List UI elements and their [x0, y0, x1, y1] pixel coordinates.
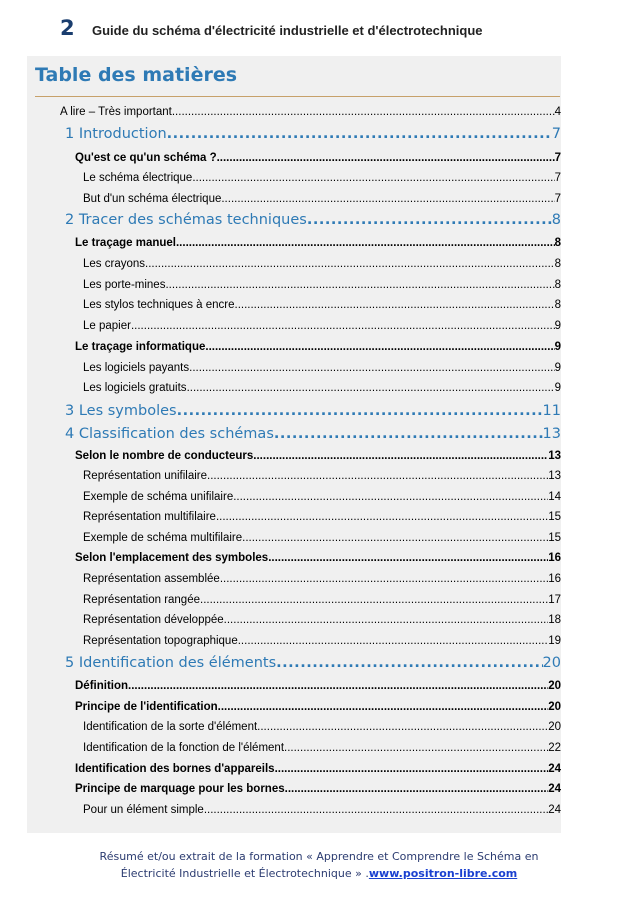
toc-entry-title: Les stylos techniques à encre	[83, 299, 235, 311]
toc-dot-leader	[275, 763, 549, 775]
toc-entry-page: 9	[554, 362, 561, 374]
toc-entry-page: 13	[548, 450, 561, 462]
toc-entry-title: 2 Tracer des schémas techniques	[65, 212, 307, 228]
toc-dot-leader	[145, 258, 555, 270]
toc-entry[interactable]	[83, 614, 561, 632]
toc-chapter-entry[interactable]	[65, 126, 561, 148]
toc-section-entry[interactable]	[75, 783, 561, 801]
toc-entry-page: 17	[548, 594, 561, 606]
toc-dot-leader	[274, 426, 543, 442]
toc-dot-leader	[218, 701, 549, 713]
toc-entry-title: Représentation rangée	[83, 594, 200, 606]
toc-entry-page: 7	[554, 152, 561, 164]
toc-entry-page: 8	[554, 299, 561, 311]
toc-entry-page: 4	[554, 106, 561, 118]
toc-dot-leader	[224, 614, 549, 626]
toc-section-entry[interactable]	[75, 450, 561, 468]
toc-entry-page: 22	[548, 742, 561, 754]
toc-dot-leader	[172, 106, 555, 118]
toc-entry-page: 7	[554, 172, 561, 184]
toc-entry-title: 3 Les symboles	[65, 403, 177, 419]
toc-entry-title: Exemple de schéma unifilaire	[83, 491, 234, 503]
guide-title: Guide du schéma d'électricité industrielle et d'électrotechnique	[92, 23, 483, 38]
footer-line-1: Résumé et/ou extrait de la formation « Apprendre et Comprendre le Schéma en	[99, 850, 539, 863]
toc-heading-bar	[35, 62, 560, 97]
toc-entry-page: 8	[551, 212, 561, 228]
toc-entry-page: 11	[542, 403, 561, 419]
toc-dot-leader	[204, 804, 548, 816]
toc-entry-page: 20	[542, 655, 561, 671]
toc-entry-title: Pour un élément simple	[83, 804, 204, 816]
toc-dot-leader	[221, 193, 554, 205]
toc-section-entry[interactable]	[75, 763, 561, 781]
toc-entry[interactable]	[83, 172, 561, 190]
toc-entry[interactable]	[83, 382, 561, 400]
toc-dot-leader	[233, 491, 548, 503]
toc-entry-title: Les logiciels gratuits	[83, 382, 187, 394]
toc-dot-leader	[192, 172, 554, 184]
toc-entry-page: 24	[548, 804, 561, 816]
toc-entry-page: 20	[548, 680, 561, 692]
toc-entry-title: Représentation assemblée	[83, 573, 220, 585]
toc-entry-title: Les logiciels payants	[83, 362, 190, 374]
toc-entry-page: 18	[548, 614, 561, 626]
toc-entry-page: 13	[542, 426, 561, 442]
toc-entry-title: Représentation unifilaire	[83, 470, 208, 482]
toc-dot-leader	[205, 341, 554, 353]
toc-entry-title: Exemple de schéma multifilaire	[83, 532, 243, 544]
toc-entry-page: 14	[548, 491, 561, 503]
toc-entry-title: Selon le nombre de conducteurs	[75, 450, 254, 462]
toc-entry[interactable]	[83, 491, 561, 509]
toc-entry-page: 20	[548, 721, 561, 733]
toc-entry-page: 8	[554, 258, 561, 270]
toc-dot-leader	[176, 237, 555, 249]
toc-entry-title: Représentation développée	[83, 614, 224, 626]
toc-entry-title: Selon l'emplacement des symboles	[75, 552, 269, 564]
toc-entry-title: But d'un schéma électrique	[83, 193, 222, 205]
toc-dot-leader	[235, 299, 555, 311]
toc-entry-page: 7	[554, 193, 561, 205]
toc-entry[interactable]	[83, 721, 561, 739]
toc-section-entry[interactable]	[75, 552, 561, 570]
toc-entry-title: Le schéma électrique	[83, 172, 193, 184]
toc-entry[interactable]	[83, 511, 561, 529]
toc-dot-leader	[189, 362, 554, 374]
footer-line-2-text: Électricité Industrielle et Électrotechnique » .	[120, 867, 369, 880]
toc-entry[interactable]	[60, 106, 561, 124]
toc-entry-page: 8	[554, 279, 561, 291]
toc-dot-leader	[257, 721, 548, 733]
toc-dot-leader	[285, 783, 549, 795]
toc-entry-title: Identification de la sorte d'élément	[83, 721, 258, 733]
toc-dot-leader	[268, 552, 548, 564]
toc-entry[interactable]	[83, 804, 561, 822]
toc-dot-leader	[187, 382, 555, 394]
toc-dot-leader	[131, 320, 555, 332]
toc-section-entry[interactable]	[75, 237, 561, 255]
toc-dot-leader	[276, 655, 542, 671]
toc-entry[interactable]	[83, 470, 561, 488]
toc-entry-page: 24	[548, 783, 561, 795]
toc-section-entry[interactable]	[75, 680, 561, 698]
toc-entry[interactable]	[83, 532, 561, 550]
page-header	[0, 0, 638, 52]
page-number: 2	[60, 16, 75, 40]
toc-section-entry[interactable]	[75, 341, 561, 359]
toc-dot-leader	[307, 212, 552, 228]
toc-entry-title: Le papier	[83, 320, 131, 332]
toc-dot-leader	[128, 680, 548, 692]
toc-entry[interactable]	[83, 258, 561, 276]
toc-entry-page: 16	[548, 573, 561, 585]
toc-entry-page: 15	[548, 511, 561, 523]
footer-link[interactable]: www.positron-libre.com	[368, 867, 518, 880]
toc-dot-leader	[253, 450, 548, 462]
toc-entry-page: 8	[554, 237, 561, 249]
toc-chapter-entry[interactable]	[65, 655, 561, 677]
page-footer	[0, 848, 638, 882]
toc-entry-page: 20	[548, 701, 561, 713]
toc-dot-leader	[200, 594, 548, 606]
toc-entry-page: 9	[554, 341, 561, 353]
toc-dot-leader	[284, 742, 548, 754]
toc-entry-title: 1 Introduction	[65, 126, 167, 142]
toc-entry[interactable]	[83, 594, 561, 612]
toc-entry-title: Identification des bornes d'appareils	[75, 763, 275, 775]
toc-entry[interactable]	[83, 635, 561, 653]
toc-entry-title: Principe de l'identification	[75, 701, 218, 713]
toc-entry-page: 19	[548, 635, 561, 647]
toc-chapter-entry[interactable]	[65, 426, 561, 448]
toc-section-entry[interactable]	[75, 701, 561, 719]
toc-entry-title: Représentation topographique	[83, 635, 238, 647]
toc-entry-title: Le traçage informatique	[75, 341, 206, 353]
toc-entry-title: A lire – Très important	[60, 106, 172, 118]
toc-entry[interactable]	[83, 362, 561, 380]
toc-dot-leader	[217, 152, 555, 164]
toc-dot-leader	[216, 511, 548, 523]
toc-dot-leader	[167, 126, 552, 142]
toc-chapter-entry[interactable]	[65, 212, 561, 234]
footer-line-2	[0, 865, 638, 882]
toc-entry-title: Principe de marquage pour les bornes	[75, 783, 285, 795]
toc-dot-leader	[238, 635, 548, 647]
toc-entry-title: Définition	[75, 680, 129, 692]
toc-entry-page: 13	[548, 470, 561, 482]
toc-dot-leader	[220, 573, 548, 585]
toc-entry-title: 5 Identification des éléments	[65, 655, 277, 671]
toc-heading: Table des matières	[35, 64, 238, 86]
toc-entry-page: 9	[554, 320, 561, 332]
toc-entry-title: Qu'est ce qu'un schéma ?	[75, 152, 217, 164]
toc-entry-title: 4 Classification des schémas	[65, 426, 274, 442]
toc-entry-title: Les porte-mines	[83, 279, 166, 291]
toc-dot-leader	[165, 279, 554, 291]
toc-entry-page: 16	[548, 552, 561, 564]
toc-entry-title: Les crayons	[83, 258, 146, 270]
toc-entry[interactable]	[83, 742, 561, 760]
toc-entry[interactable]	[83, 299, 561, 317]
toc-entry-page: 9	[554, 382, 561, 394]
toc-dot-leader	[177, 403, 543, 419]
toc-entry-page: 15	[548, 532, 561, 544]
toc-entry[interactable]	[83, 279, 561, 297]
toc-entry-page: 24	[548, 763, 561, 775]
toc-dot-leader	[242, 532, 548, 544]
toc-chapter-entry[interactable]	[65, 403, 561, 425]
toc-section-entry[interactable]	[75, 152, 561, 170]
toc-entry-title: Le traçage manuel	[75, 237, 176, 249]
toc-entry-title: Identification de la fonction de l'élément	[83, 742, 285, 754]
toc-dot-leader	[207, 470, 548, 482]
toc-entry-title: Représentation multifilaire	[83, 511, 216, 523]
toc-entry[interactable]	[83, 193, 561, 211]
toc-entry[interactable]	[83, 573, 561, 591]
toc-entry-page: 7	[551, 126, 561, 142]
toc-entry[interactable]	[83, 320, 561, 338]
